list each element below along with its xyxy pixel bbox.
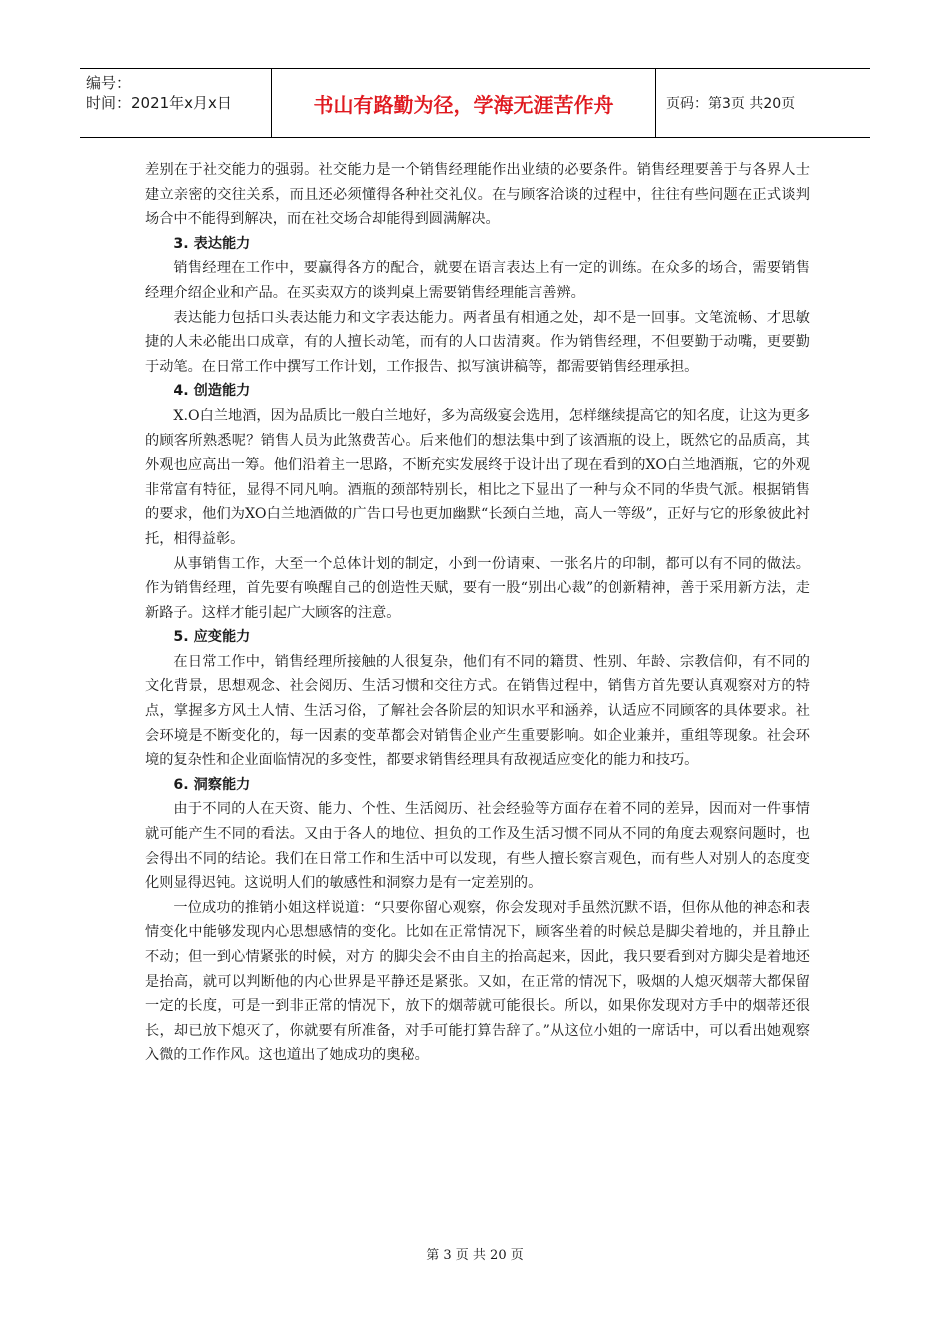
header-motto: 书山有路勤为径，学海无涯苦作舟 — [272, 69, 656, 137]
body-paragraph: 销售经理在工作中，要赢得各方的配合，就要在语言表达上有一定的训练。在众多的场合，需要销售经理介绍企业和产品。在买卖双方的谈判桌上需要销售经理能言善辨。 — [145, 260, 810, 301]
body-paragraph: 差别在于社交能力的强弱。社交能力是一个销售经理能作出业绩的必要条件。销售经理要善于与各界人士建立亲密的交往关系，而且还必须懂得各种社交礼仪。在与顾客洽谈的过程中，往往有些问题在正式谈判场合中不能得到解决，而在社交场合却能得到圆满解决。 — [145, 162, 810, 228]
section-heading: 4. 创造能力 — [173, 383, 251, 400]
body-paragraph: X.O白兰地酒，因为品质比一般白兰地好，多为高级宴会选用，怎样继续提高它的知名度，让这为更多的顾客所熟悉呢？销售人员为此煞费苦心。后来他们的想法集中到了该酒瓶的设上，既然它的品质高，其外观也应高出一筹。他们沿着主一思路，不断充实发展终于设计出了现在看到的XO白兰地酒瓶，它的外观非常富有特征，显得不同凡响。酒瓶的颈部特别长，相比之下显出了一种与众不同的华贵气派。根据销售的要求，他们为XO白兰地酒做的广告口号也更加幽默“长颈白兰地，高人一等级”，正好与它的形象彼此衬托，相得益彰。 — [145, 407, 810, 547]
date-label: 时间：2021年x月x日 — [86, 94, 232, 112]
body-paragraph: 由于不同的人在天资、能力、个性、生活阅历、社会经验等方面存在着不同的差异，因而对一件事情就可能产生不同的看法。又由于各人的地位、担负的工作及生活习惯不同从不同的角度去观察问题时，也会得出不同的结论。我们在日常工作和生活中可以发现，有些人擅长察言观色，而有些人对别人的态度变化则显得迟钝。这说明人们的敏感性和洞察力是有一定差别的。 — [145, 801, 810, 892]
page-footer: 第 3 页 共 20 页 — [426, 1248, 524, 1263]
section-heading: 3. 表达能力 — [173, 235, 251, 252]
body-paragraph: 在日常工作中，销售经理所接触的人很复杂，他们有不同的籍贯、性别、年龄、宗教信仰，有不同的文化背景，思想观念、社会阅历、生活习惯和交往方式。在销售过程中，销售方首先要认真观察对方的特点，掌握多方风土人情、生活习俗，了解社会各阶层的知识水平和涵养，认适应不同顾客的具体要求。社会环境是不断变化的，每一因素的变革都会对销售企业产生重要影响。如企业兼并，重组等现象。社会环境的复杂性和企业面临情况的多变性，都要求销售经理具有敌视适应变化的能力和技巧。 — [145, 653, 810, 769]
body-paragraph: 表达能力包括口头表达能力和文字表达能力。两者虽有相通之处，却不是一回事。文笔流畅、才思敏捷的人未必能出口成章，有的人擅长动笔，而有的人口齿清爽。作为销售经理，不但要勤于动嘴，更要勤于动笔。在日常工作中撰写工作计划，工作报告、拟写演讲稿等，都需要销售经理承担。 — [145, 309, 810, 375]
serial-label: 编号： — [86, 74, 132, 92]
body-paragraph: 从事销售工作，大至一个总体计划的制定，小到一份请柬、一张名片的印制，都可以有不同的做法。作为销售经理，首先要有唤醒自己的创造性天赋，要有一股“别出心裁”的创新精神，善于采用新方法，走新路子。这样才能引起广大顾客的注意。 — [145, 555, 810, 621]
page-header — [80, 68, 870, 138]
section-heading: 6. 洞察能力 — [173, 776, 251, 793]
header-page-info: 页码：第3页 共20页 — [666, 96, 796, 112]
document-body — [145, 158, 810, 1068]
section-heading: 5. 应变能力 — [173, 629, 251, 646]
body-paragraph: 一位成功的推销小姐这样说道：“只要你留心观察，你会发现对手虽然沉默不语，但你从他的神态和表情变化中能够发现内心思想感情的变化。比如在正常情况下，顾客坐着的时候总是脚尖着地的，并且静止不动；但一到心情紧张的时候，对方 的脚尖会不由自主的抬高起来，因此，我只要看到对方脚尖是着地还是抬高，就可以判断他的内心世界是平静还是紧张。又如，在正常的情况下，吸烟的人熄灭烟蒂大都保留一定的长度，可是一到非正常的情况下，放下的烟蒂就可能很长。所以，如果你发现对方手中的烟蒂还很长，却已放下熄灭了，你就要有所准备，对手可能打算告辞了。”从这位小姐的一席话中，可以看出她观察入微的工作作风。这也道出了她成功的奥秘。 — [145, 899, 810, 1064]
header-meta — [80, 69, 272, 137]
